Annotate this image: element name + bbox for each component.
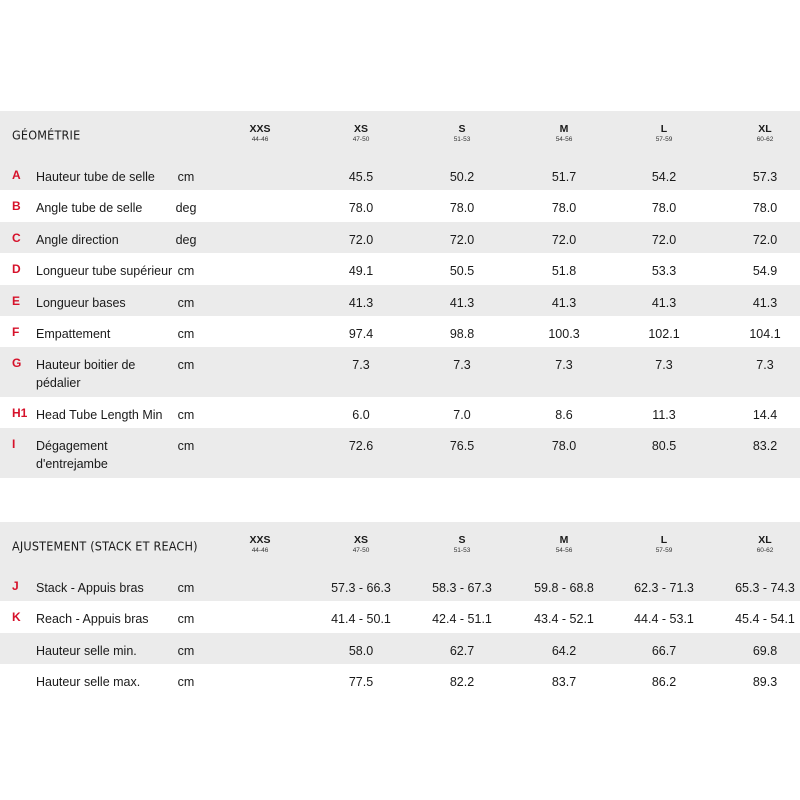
table-row <box>0 601 800 633</box>
cell-value: 7.0 <box>453 408 471 422</box>
table-row <box>0 190 800 222</box>
cell-value: 72.0 <box>651 233 677 247</box>
cell-value: 72.0 <box>752 233 778 247</box>
table-row <box>0 428 800 478</box>
cell-value: 62.7 <box>449 644 475 658</box>
cell-value: 59.8 - 68.8 <box>534 581 594 595</box>
row-unit: cm <box>177 327 195 341</box>
row-unit: cm <box>177 170 195 184</box>
table-row <box>0 159 800 190</box>
size-range: 60-62 <box>756 135 774 143</box>
row-label: Angle tube de selle <box>36 201 143 215</box>
cell-value: 78.0 <box>651 201 677 215</box>
row-label: Head Tube Length Min <box>36 408 163 422</box>
cell-value: 50.2 <box>449 170 475 184</box>
cell-value: 54.9 <box>752 264 778 278</box>
row-unit: cm <box>177 296 195 310</box>
row-label: Hauteur tube de selle <box>36 170 155 184</box>
cell-value: 7.3 <box>555 358 573 372</box>
table-row <box>0 222 800 253</box>
cell-value: 80.5 <box>651 439 677 453</box>
row-letter: K <box>12 610 21 624</box>
cell-value: 41.3 <box>752 296 778 310</box>
size-column-m <box>534 124 594 143</box>
row-label: Reach - Appuis bras <box>36 612 149 626</box>
row-unit: cm <box>177 408 195 422</box>
geometry-table <box>0 111 800 478</box>
cell-value: 45.4 - 54.1 <box>735 612 795 626</box>
table-header <box>0 522 800 570</box>
row-label: Empattement <box>36 327 111 341</box>
size-name: XL <box>758 534 772 546</box>
cell-value: 83.2 <box>752 439 778 453</box>
cell-value: 41.3 <box>449 296 475 310</box>
cell-value: 7.3 <box>756 358 774 372</box>
row-letter: B <box>12 199 21 213</box>
cell-value: 83.7 <box>551 675 577 689</box>
cell-value: 45.5 <box>348 170 374 184</box>
cell-value: 8.6 <box>555 408 573 422</box>
size-range: 54-56 <box>555 546 573 554</box>
cell-value: 50.5 <box>449 264 475 278</box>
size-range: 44-46 <box>251 546 269 554</box>
size-column-l <box>634 535 694 554</box>
row-label: Hauteur selle max. <box>36 675 141 689</box>
row-label: Hauteur selle min. <box>36 644 137 658</box>
row-unit: cm <box>177 439 195 453</box>
cell-value: 58.0 <box>348 644 374 658</box>
row-unit: deg <box>175 201 197 215</box>
size-range: 60-62 <box>756 546 774 554</box>
row-unit: cm <box>177 358 195 372</box>
size-name: XXS <box>249 534 271 546</box>
table-row <box>0 316 800 347</box>
cell-value: 104.1 <box>749 327 781 341</box>
size-range: 44-46 <box>251 135 269 143</box>
size-range: 57-59 <box>655 135 673 143</box>
size-column-s <box>432 535 492 554</box>
size-range: 54-56 <box>555 135 573 143</box>
row-letter: I <box>12 437 16 451</box>
row-letter: C <box>12 231 21 245</box>
cell-value: 44.4 - 53.1 <box>634 612 694 626</box>
row-letter: J <box>12 579 19 593</box>
table-row <box>0 285 800 316</box>
cell-value: 72.0 <box>551 233 577 247</box>
cell-value: 7.3 <box>453 358 471 372</box>
table-row <box>0 347 800 397</box>
size-name: XXS <box>249 123 271 135</box>
size-name: L <box>660 123 668 135</box>
cell-value: 51.7 <box>551 170 577 184</box>
cell-value: 64.2 <box>551 644 577 658</box>
size-column-xl <box>735 124 795 143</box>
cell-value: 41.3 <box>348 296 374 310</box>
cell-value: 69.8 <box>752 644 778 658</box>
cell-value: 72.6 <box>348 439 374 453</box>
cell-value: 76.5 <box>449 439 475 453</box>
row-unit: cm <box>177 581 195 595</box>
cell-value: 51.8 <box>551 264 577 278</box>
cell-value: 57.3 - 66.3 <box>331 581 391 595</box>
row-unit: cm <box>177 264 195 278</box>
size-column-xxs <box>230 535 290 554</box>
cell-value: 78.0 <box>348 201 374 215</box>
cell-value: 41.4 - 50.1 <box>331 612 391 626</box>
table-row <box>0 633 800 664</box>
row-letter: D <box>12 262 21 276</box>
row-unit: cm <box>177 644 195 658</box>
row-label: Longueur tube supérieur <box>36 264 173 278</box>
size-name: M <box>559 123 569 135</box>
cell-value: 98.8 <box>449 327 475 341</box>
cell-value: 78.0 <box>551 439 577 453</box>
table-header <box>0 111 800 159</box>
row-unit: deg <box>175 233 197 247</box>
cell-value: 102.1 <box>648 327 680 341</box>
cell-value: 78.0 <box>551 201 577 215</box>
row-letter: A <box>12 168 21 182</box>
row-unit: cm <box>177 675 195 689</box>
size-column-l <box>634 124 694 143</box>
cell-value: 7.3 <box>655 358 673 372</box>
cell-value: 41.3 <box>651 296 677 310</box>
size-name: L <box>660 534 668 546</box>
size-range: 51-53 <box>453 135 471 143</box>
row-label: Angle direction <box>36 233 119 247</box>
table-row <box>0 253 800 285</box>
size-column-xxs <box>230 124 290 143</box>
size-column-xs <box>331 124 391 143</box>
section-title: AJUSTEMENT (STACK ET REACH) <box>12 538 198 554</box>
row-label: Hauteur boitier de pédalier <box>36 358 136 390</box>
size-range: 51-53 <box>453 546 471 554</box>
size-range: 47-50 <box>352 546 370 554</box>
table-row <box>0 664 800 696</box>
table-row <box>0 397 800 428</box>
cell-value: 78.0 <box>752 201 778 215</box>
cell-value: 49.1 <box>348 264 374 278</box>
row-letter: G <box>12 356 22 370</box>
cell-value: 86.2 <box>651 675 677 689</box>
row-letter: F <box>12 325 20 339</box>
cell-value: 58.3 - 67.3 <box>432 581 492 595</box>
cell-value: 43.4 - 52.1 <box>534 612 594 626</box>
size-name: S <box>458 123 466 135</box>
cell-value: 72.0 <box>449 233 475 247</box>
cell-value: 78.0 <box>449 201 475 215</box>
cell-value: 97.4 <box>348 327 374 341</box>
cell-value: 82.2 <box>449 675 475 689</box>
row-letter: H1 <box>12 406 28 420</box>
size-column-m <box>534 535 594 554</box>
row-label: Dégagement d'entrejambe <box>36 439 108 471</box>
cell-value: 42.4 - 51.1 <box>432 612 492 626</box>
size-name: M <box>559 534 569 546</box>
cell-value: 89.3 <box>752 675 778 689</box>
cell-value: 66.7 <box>651 644 677 658</box>
size-name: XS <box>353 534 368 546</box>
cell-value: 6.0 <box>352 408 370 422</box>
row-label: Stack - Appuis bras <box>36 581 144 595</box>
row-letter: E <box>12 294 21 308</box>
cell-value: 53.3 <box>651 264 677 278</box>
fit-table <box>0 522 800 696</box>
cell-value: 14.4 <box>752 408 778 422</box>
size-name: S <box>458 534 466 546</box>
cell-value: 57.3 <box>752 170 778 184</box>
cell-value: 72.0 <box>348 233 374 247</box>
cell-value: 11.3 <box>652 408 676 422</box>
row-label: Longueur bases <box>36 296 126 310</box>
size-column-xl <box>735 535 795 554</box>
row-unit: cm <box>177 612 195 626</box>
size-column-s <box>432 124 492 143</box>
size-name: XS <box>353 123 368 135</box>
size-range: 57-59 <box>655 546 673 554</box>
size-range: 47-50 <box>352 135 370 143</box>
size-name: XL <box>758 123 772 135</box>
table-row <box>0 570 800 601</box>
cell-value: 62.3 - 71.3 <box>634 581 694 595</box>
cell-value: 100.3 <box>548 327 580 341</box>
cell-value: 77.5 <box>348 675 374 689</box>
cell-value: 65.3 - 74.3 <box>735 581 795 595</box>
cell-value: 54.2 <box>651 170 677 184</box>
section-title: GÉOMÉTRIE <box>12 127 81 143</box>
cell-value: 41.3 <box>551 296 577 310</box>
cell-value: 7.3 <box>352 358 370 372</box>
size-column-xs <box>331 535 391 554</box>
